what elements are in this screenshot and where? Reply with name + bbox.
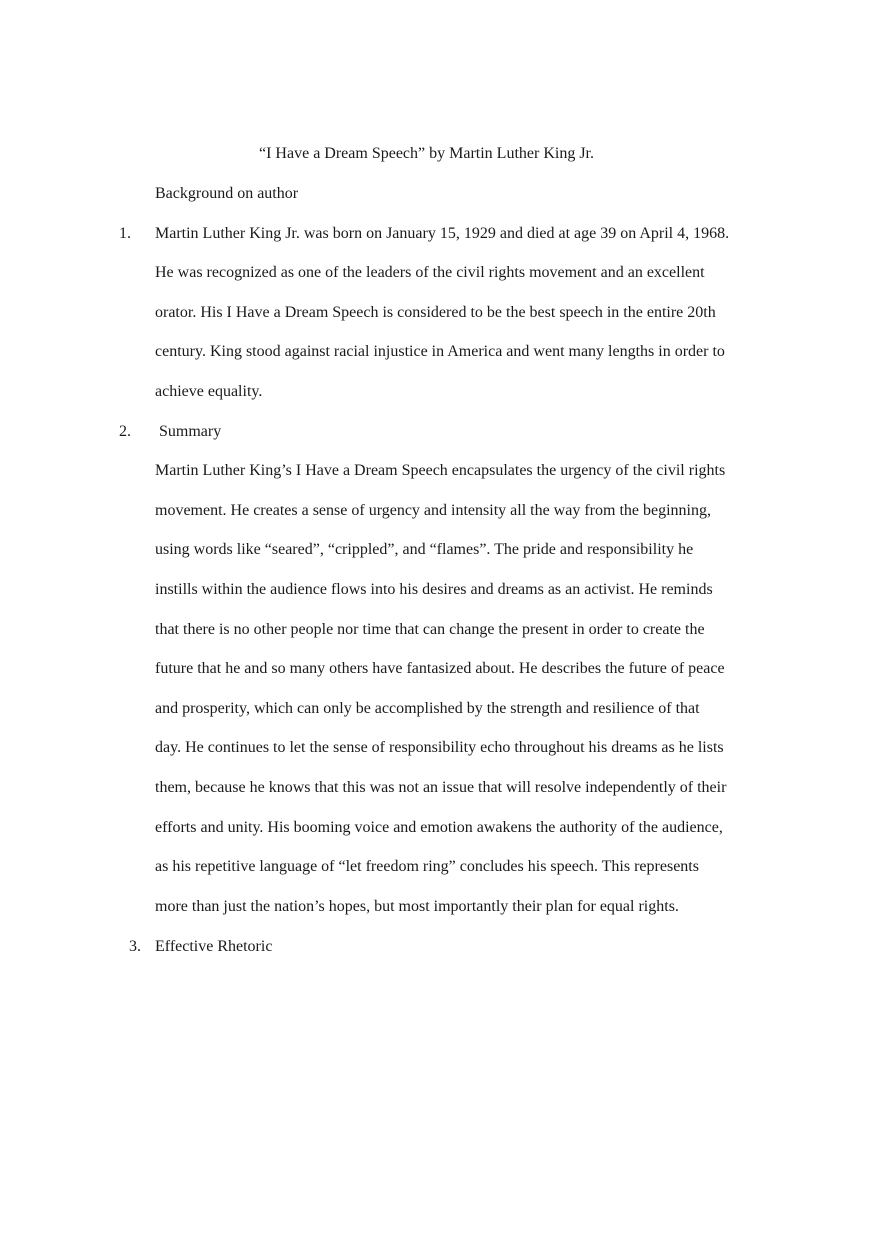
paragraph-line: as his repetitive language of “let freedom ring” concludes his speech. This represents bbox=[155, 858, 699, 875]
paragraph-line: more than just the nation’s hopes, but most importantly their plan for equal rights. bbox=[155, 898, 679, 915]
section-number: 3. bbox=[129, 938, 141, 955]
paragraph-line: Martin Luther King’s I Have a Dream Speech encapsulates the urgency of the civil rights bbox=[155, 462, 726, 479]
paragraph-line: efforts and unity. His booming voice and emotion awakens the authority of the audience, bbox=[155, 819, 723, 836]
page-title: “I Have a Dream Speech” by Martin Luther King Jr. bbox=[259, 145, 594, 162]
paragraph-line: achieve equality. bbox=[155, 383, 263, 400]
section-number: 1. bbox=[119, 225, 131, 242]
paragraph-line: movement. He creates a sense of urgency and intensity all the way from the beginning, bbox=[155, 502, 711, 519]
paragraph-line: Martin Luther King Jr. was born on January 15, 1929 and died at age 39 on April 4, 1968. bbox=[155, 225, 730, 242]
paragraph-line: using words like “seared”, “crippled”, and “flames”. The pride and responsibility he bbox=[155, 541, 694, 558]
paragraph-line: He was recognized as one of the leaders of the civil rights movement and an excellent bbox=[155, 264, 705, 281]
paragraph-line: orator. His I Have a Dream Speech is considered to be the best speech in the entire 20th bbox=[155, 304, 716, 321]
paragraph-line: future that he and so many others have fantasized about. He describes the future of peace bbox=[155, 660, 725, 677]
section-heading: Summary bbox=[159, 423, 222, 440]
section-number: 2. bbox=[119, 423, 131, 440]
paragraph-line: instills within the audience flows into his desires and dreams as an activist. He reminds bbox=[155, 581, 713, 598]
intro-label: Background on author bbox=[155, 185, 299, 202]
paragraph-line: century. King stood against racial injustice in America and went many lengths in order to bbox=[155, 343, 725, 360]
paragraph-line: them, because he knows that this was not an issue that will resolve independently of their bbox=[155, 779, 727, 796]
paragraph-line: day. He continues to let the sense of responsibility echo throughout his dreams as he lists bbox=[155, 739, 724, 756]
section-heading: Effective Rhetoric bbox=[155, 938, 273, 955]
paragraph-line: that there is no other people nor time that can change the present in order to create the bbox=[155, 621, 705, 638]
paragraph-line: and prosperity, which can only be accomplished by the strength and resilience of that bbox=[155, 700, 700, 717]
